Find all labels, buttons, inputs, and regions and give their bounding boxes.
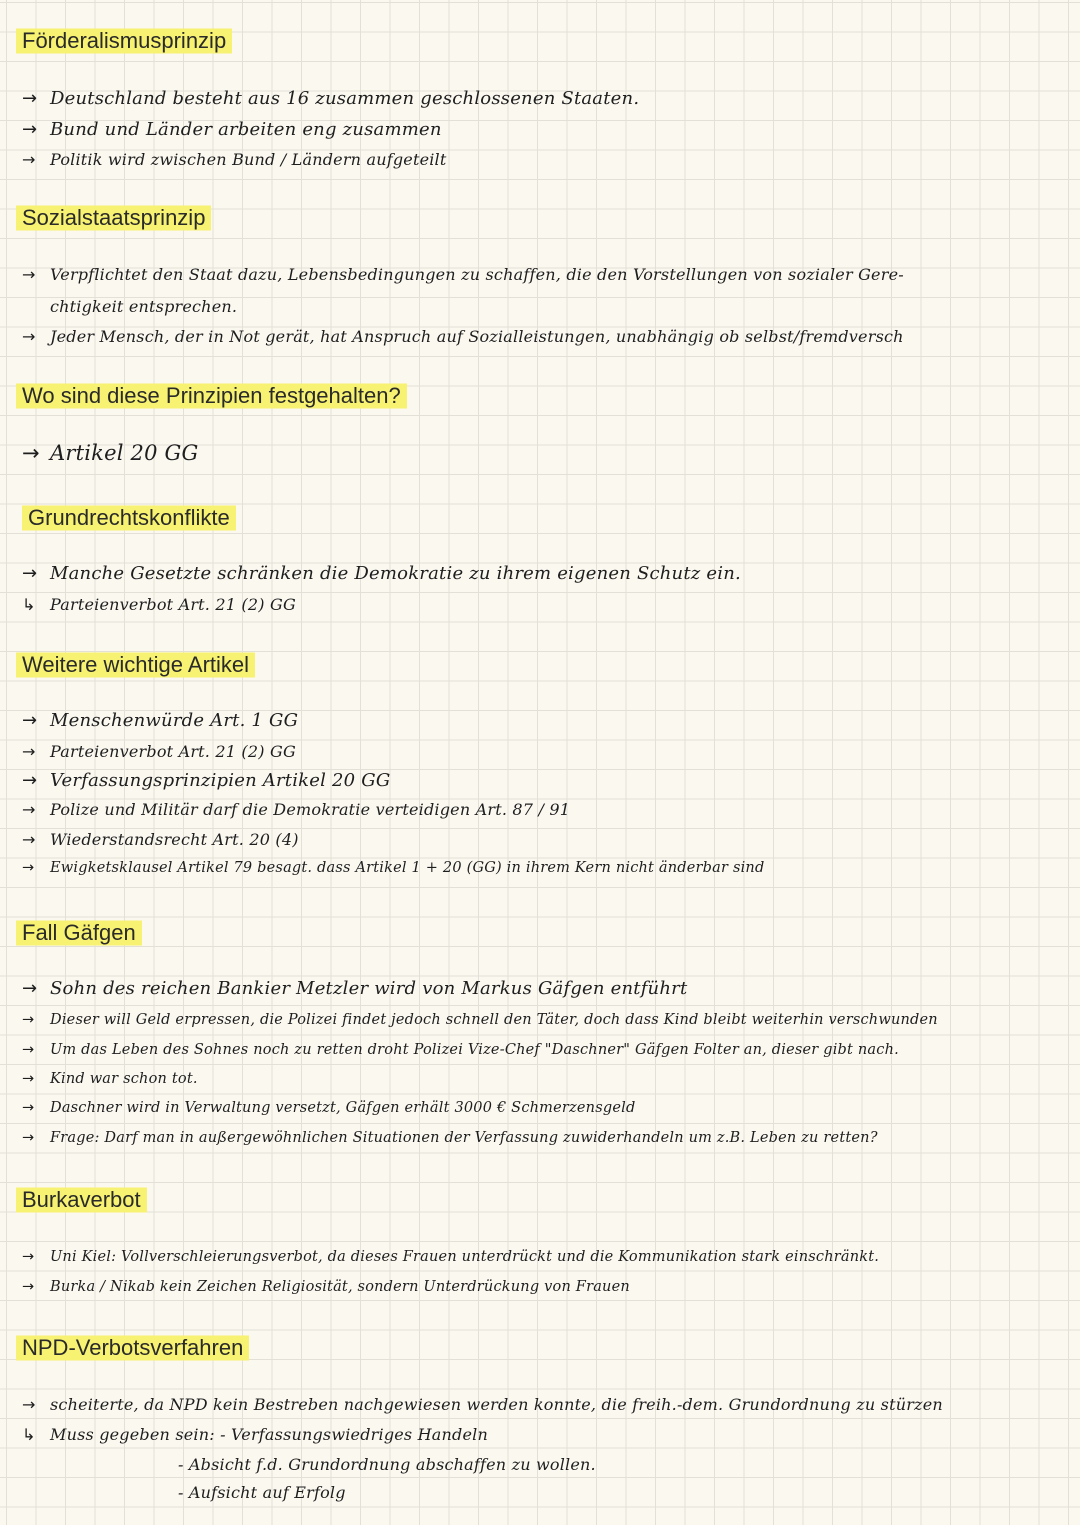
note-text: Politik wird zwischen Bund / Ländern aufgeteilt (50, 150, 447, 169)
note-line (22, 88, 639, 109)
section-heading: Sozialstaatsprinzip (16, 203, 211, 233)
note-text: Artikel 20 GG (50, 441, 199, 465)
note-line (22, 1100, 635, 1116)
note-line (22, 1012, 938, 1028)
note-text: Verfassungsprinzipien Artikel 20 GG (50, 770, 391, 791)
arrow-icon: → (22, 119, 38, 140)
note-text: Parteienverbot Art. 21 (2) GG (50, 742, 296, 761)
section-heading: Burkaverbot (16, 1185, 147, 1215)
note-line (22, 1395, 943, 1414)
arrow-icon: → (22, 327, 36, 346)
note-text: Dieser will Geld erpressen, die Polizei findet jedoch schnell den Täter, doch dass Kind bleibt weiterhin verschwunden (50, 1012, 938, 1028)
section-heading: Wo sind diese Prinzipien festgehalten? (16, 381, 407, 411)
note-line (22, 595, 296, 614)
section-heading: Weitere wichtige Artikel (16, 650, 255, 680)
note-line (22, 327, 904, 346)
arrow-icon: → (22, 1395, 36, 1414)
note-text: scheiterte, da NPD kein Bestreben nachgewiesen werden konnte, die freih.-dem. Grundordnung zu stürzen (50, 1395, 943, 1414)
note-line (22, 150, 447, 169)
note-text: Parteienverbot Art. 21 (2) GG (50, 595, 296, 614)
note-line (178, 1455, 596, 1474)
note-line (22, 978, 687, 999)
arrow-icon: → (22, 800, 36, 819)
note-line (22, 1249, 879, 1265)
note-line (22, 742, 296, 761)
section-heading: Förderalismusprinzip (16, 26, 232, 56)
note-line (22, 297, 237, 316)
note-line (22, 800, 570, 819)
note-line (22, 710, 298, 731)
note-line (22, 1042, 899, 1058)
note-line (178, 1483, 346, 1502)
arrow-icon: → (22, 742, 36, 761)
arrow-icon: → (22, 150, 36, 169)
note-text: Jeder Mensch, der in Not gerät, hat Anspruch auf Sozialleistungen, unabhängig ob selbst/fremdversch (50, 327, 904, 346)
section-heading: Grundrechtskonflikte (22, 503, 236, 533)
note-text: Burka / Nikab kein Zeichen Religiosität, sondern Unterdrückung von Frauen (50, 1279, 630, 1295)
note-text: Verpflichtet den Staat dazu, Lebensbedingungen zu schaffen, die den Vorstellungen von sozialer Gere- (50, 265, 904, 284)
note-line (22, 563, 741, 584)
note-text: Ewigketsklausel Artikel 79 besagt. dass Artikel 1 + 20 (GG) in ihrem Kern nicht änderbar sind (50, 860, 765, 876)
arrow-icon: → (22, 1071, 35, 1087)
arrow-icon: → (22, 88, 38, 109)
return-arrow-icon: ↳ (22, 595, 36, 614)
note-text: Deutschland besteht aus 16 zusammen geschlossenen Staaten. (50, 88, 640, 109)
note-text: Muss gegeben sein: - Verfassungswiedriges Handeln (50, 1425, 488, 1444)
note-text: - Aufsicht auf Erfolg (178, 1483, 346, 1502)
section-heading: NPD-Verbotsverfahren (16, 1333, 249, 1363)
note-line (22, 860, 764, 876)
note-text: Bund und Länder arbeiten eng zusammen (50, 119, 442, 140)
note-line (22, 441, 198, 465)
arrow-icon: → (22, 563, 38, 584)
arrow-icon: → (22, 1249, 35, 1265)
arrow-icon: → (22, 710, 38, 731)
arrow-icon: → (22, 978, 38, 999)
note-text: Daschner wird in Verwaltung versetzt, Gäfgen erhält 3000 € Schmerzensgeld (50, 1100, 636, 1116)
note-text: - Absicht f.d. Grundordnung abschaffen zu wollen. (178, 1455, 596, 1474)
note-text: Kind war schon tot. (50, 1071, 198, 1087)
arrow-icon: → (22, 265, 36, 284)
note-text: Frage: Darf man in außergewöhnlichen Situationen der Verfassung zuwiderhandeln um z.B. Leben zu retten? (50, 1130, 878, 1146)
arrow-icon: → (22, 441, 40, 465)
arrow-icon: → (22, 770, 38, 791)
arrow-icon: → (22, 830, 36, 849)
note-line (22, 1130, 878, 1146)
arrow-icon: → (22, 1279, 35, 1295)
note-text: Sohn des reichen Bankier Metzler wird von Markus Gäfgen entführt (50, 978, 688, 999)
note-text: Menschenwürde Art. 1 GG (50, 710, 299, 731)
note-line (22, 1279, 630, 1295)
return-arrow-icon: ↳ (22, 1425, 36, 1444)
note-text: chtigkeit entsprechen. (50, 297, 238, 316)
section-heading: Fall Gäfgen (16, 918, 142, 948)
arrow-icon: → (22, 1100, 35, 1116)
arrow-icon: → (22, 1012, 35, 1028)
arrow-icon: → (22, 1130, 35, 1146)
note-text: Manche Gesetzte schränken die Demokratie zu ihrem eigenen Schutz ein. (50, 563, 741, 584)
note-text: Polize und Militär darf die Demokratie verteidigen Art. 87 / 91 (50, 800, 571, 819)
note-line (22, 830, 299, 849)
note-text: Uni Kiel: Vollverschleierungsverbot, da dieses Frauen unterdrückt und die Kommunikation stark einschränkt. (50, 1249, 880, 1265)
note-line (22, 1425, 488, 1444)
note-line (22, 770, 390, 791)
note-text: Wiederstandsrecht Art. 20 (4) (50, 830, 299, 849)
note-text: Um das Leben des Sohnes noch zu retten droht Polizei Vize-Chef "Daschner" Gäfgen Folter an, dieser gibt nach. (50, 1042, 899, 1058)
arrow-icon: → (22, 1042, 35, 1058)
note-line (22, 119, 442, 140)
arrow-icon: → (22, 860, 35, 876)
note-line (22, 265, 904, 284)
note-line (22, 1071, 198, 1087)
